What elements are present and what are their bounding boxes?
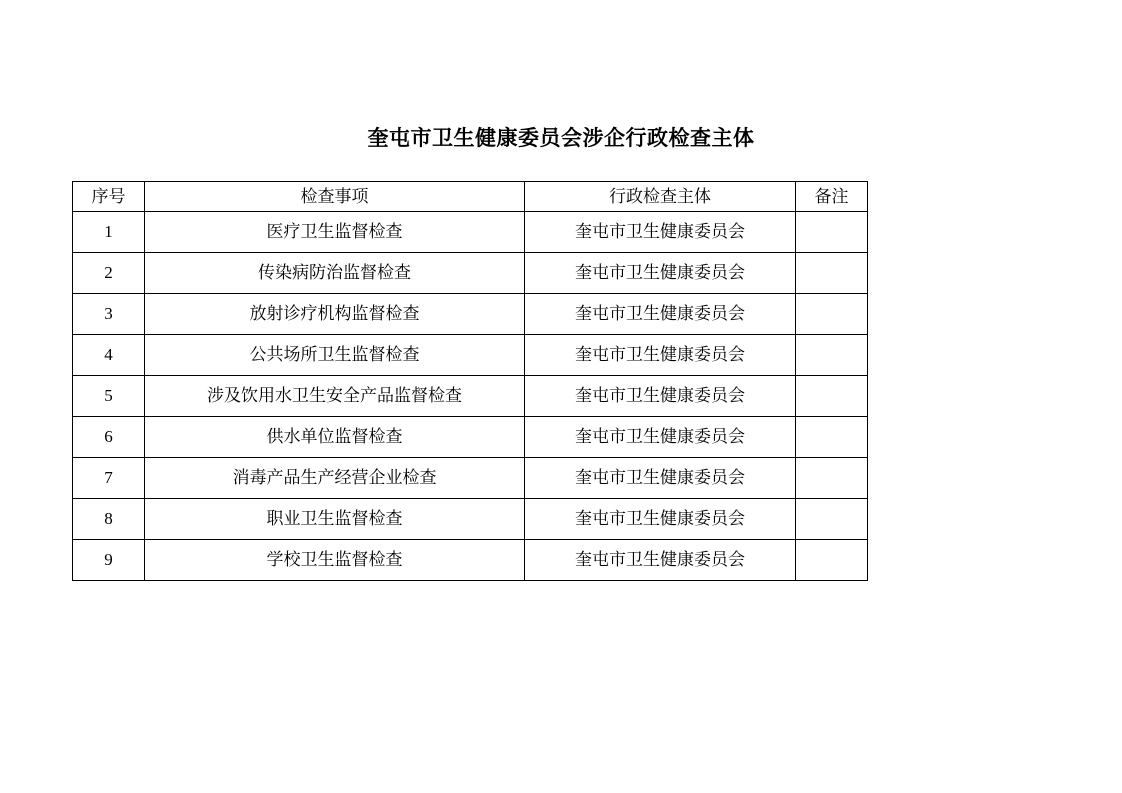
table-row: [73, 212, 868, 253]
cell-index: 1: [73, 212, 145, 253]
cell-subject: 奎屯市卫生健康委员会: [525, 458, 796, 499]
cell-item: 供水单位监督检查: [145, 417, 525, 458]
cell-index: 4: [73, 335, 145, 376]
column-header-subject: 行政检查主体: [525, 182, 796, 212]
table-row: [73, 417, 868, 458]
table-body: [73, 212, 868, 581]
inspection-subject-table: [72, 181, 868, 581]
cell-item: 放射诊疗机构监督检查: [145, 294, 525, 335]
cell-subject: 奎屯市卫生健康委员会: [525, 335, 796, 376]
cell-remark: [796, 540, 868, 581]
cell-remark: [796, 294, 868, 335]
column-header-remark: 备注: [796, 182, 868, 212]
table-row: [73, 458, 868, 499]
cell-item: 职业卫生监督检查: [145, 499, 525, 540]
table-header-row: [73, 182, 868, 212]
column-header-item: 检查事项: [145, 182, 525, 212]
cell-subject: 奎屯市卫生健康委员会: [525, 294, 796, 335]
table-row: [73, 499, 868, 540]
cell-remark: [796, 458, 868, 499]
cell-subject: 奎屯市卫生健康委员会: [525, 417, 796, 458]
cell-remark: [796, 376, 868, 417]
page-title: 奎屯市卫生健康委员会涉企行政检查主体: [367, 127, 755, 150]
table-row: [73, 335, 868, 376]
table-row: [73, 540, 868, 581]
cell-subject: 奎屯市卫生健康委员会: [525, 376, 796, 417]
cell-item: 医疗卫生监督检查: [145, 212, 525, 253]
cell-subject: 奎屯市卫生健康委员会: [525, 212, 796, 253]
cell-index: 3: [73, 294, 145, 335]
cell-remark: [796, 253, 868, 294]
cell-index: 8: [73, 499, 145, 540]
inspection-subject-table-wrapper: [72, 181, 867, 581]
cell-remark: [796, 499, 868, 540]
cell-remark: [796, 417, 868, 458]
cell-subject: 奎屯市卫生健康委员会: [525, 540, 796, 581]
cell-item: 传染病防治监督检查: [145, 253, 525, 294]
cell-item: 涉及饮用水卫生安全产品监督检查: [145, 376, 525, 417]
cell-subject: 奎屯市卫生健康委员会: [525, 253, 796, 294]
cell-item: 学校卫生监督检查: [145, 540, 525, 581]
table-header: [73, 182, 868, 212]
cell-item: 公共场所卫生监督检查: [145, 335, 525, 376]
column-header-index: 序号: [73, 182, 145, 212]
cell-index: 9: [73, 540, 145, 581]
cell-item: 消毒产品生产经营企业检查: [145, 458, 525, 499]
cell-index: 5: [73, 376, 145, 417]
cell-index: 6: [73, 417, 145, 458]
cell-index: 2: [73, 253, 145, 294]
cell-remark: [796, 212, 868, 253]
cell-index: 7: [73, 458, 145, 499]
cell-subject: 奎屯市卫生健康委员会: [525, 499, 796, 540]
table-row: [73, 294, 868, 335]
table-row: [73, 376, 868, 417]
table-row: [73, 253, 868, 294]
cell-remark: [796, 335, 868, 376]
